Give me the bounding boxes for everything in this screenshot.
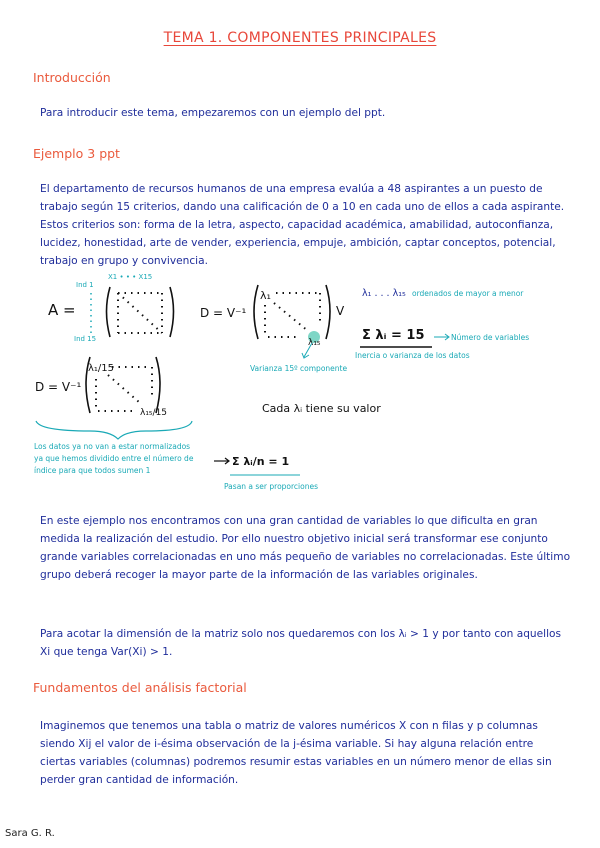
num-variables-note: Número de variables — [451, 333, 530, 342]
lambda-range: λ₁ . . . λ₁₅ — [362, 288, 406, 299]
proportions-note: Pasan a ser proporciones — [224, 482, 318, 491]
inertia-note: Inercia o varianza de los datos — [355, 351, 470, 360]
variance-note: Varianza 15º componente — [250, 364, 348, 373]
matrix-d-right-bracket — [326, 285, 330, 339]
page-title: TEMA 1. COMPONENTES PRINCIPALES — [163, 30, 437, 46]
normalized-note-line: ya que hemos dividido entre el número de — [34, 454, 194, 463]
ind-1-label: Ind 1 — [76, 281, 94, 289]
matrix-d2-diag-dots — [108, 375, 140, 403]
lambda-1-over-15: λ₁/15 — [88, 363, 115, 374]
lambda-order-note: ordenados de mayor a menor — [412, 289, 524, 298]
matrix-diagram — [0, 265, 600, 505]
matrix-a-label: A = — [48, 301, 76, 319]
example-paragraph: El departamento de recursos humanos de una empresa evalúa a 48 aspirantes a un puesto de trabajo según 15 criterios, dando una calificación de 0 a 10 en cada uno de ellos a cada aspirante. Estos criterios son: forma de la letra, aspecto, capacidad académica, amabilidad, autoconfianza, lucidez, honestidad, arte de vender, experiencia, empuje, ambición, captar conceptos, potencial, trabajo en grupo y convivencia. — [40, 183, 565, 267]
paragraph-fundamentos: Imaginemos que tenemos una tabla o matriz de valores numéricos X con n filas y p columnas siendo Xij el valor de i-ésima observación de la j-ésima variable. Si hay alguna relación entre ciertas variables (columnas) podremos resumir estas variables en un número menor de ellas sin perder gran cantidad de información. — [40, 720, 552, 786]
matrix-d-left-bracket — [254, 285, 258, 339]
example-heading: Ejemplo 3 ppt — [33, 146, 120, 161]
intro-heading: Introducción — [33, 70, 111, 85]
sum-formula-2: Σ λᵢ/n = 1 — [232, 455, 290, 468]
lambda-15-label: λ₁₅ — [308, 338, 321, 348]
matrix-a-left-bracket — [107, 287, 111, 337]
matrix-a-diag-dots — [118, 293, 162, 333]
intro-text: Para introducir este tema, empezaremos con un ejemplo del ppt. — [40, 107, 386, 119]
normalized-note — [34, 442, 196, 475]
ind-15-label: Ind 15 — [74, 335, 97, 343]
paragraph-dimension: Para acotar la dimensión de la matriz solo nos quedaremos con los λᵢ > 1 y por tanto con aquellos Xi que tenga Var(Xi) > 1. — [40, 628, 562, 658]
normalized-brace — [36, 421, 192, 439]
fundamentos-heading: Fundamentos del análisis factorial — [33, 680, 247, 695]
matrix-v-label: V — [336, 304, 345, 318]
matrix-a-right-bracket — [170, 287, 174, 337]
lambda-15-over-15: λ₁₅/15 — [140, 408, 168, 418]
matrix-d2-label: D = V⁻¹ — [35, 380, 82, 394]
x-range-label: X1 • • • X15 — [108, 273, 153, 281]
matrix-d2-right-bracket — [156, 357, 160, 413]
paragraph-variables: En este ejemplo nos encontramos con una gran cantidad de variables lo que dificulta en gran medida la realización del estudio. Por ello nuestro objetivo inicial será transformar ese conjunto grande variables correlacionadas en uno más pequeño de variables no correlacionadas. Este último grupo deberá recoger la mayor parte de la información de las variables originales. — [40, 515, 571, 581]
author-signature: Sara G. R. — [5, 828, 55, 839]
lambda-1-label: λ₁ — [260, 289, 271, 302]
normalized-note-line: índice para que todos sumen 1 — [34, 466, 151, 475]
matrix-d-diag-dots — [274, 303, 308, 331]
cada-text: Cada λᵢ tiene su valor — [262, 402, 381, 415]
normalized-note-line: Los datos ya no van a estar normalizados — [34, 442, 191, 451]
matrix-d-label: D = V⁻¹ — [200, 306, 247, 320]
sum-formula: Σ λᵢ = 15 — [362, 328, 425, 343]
